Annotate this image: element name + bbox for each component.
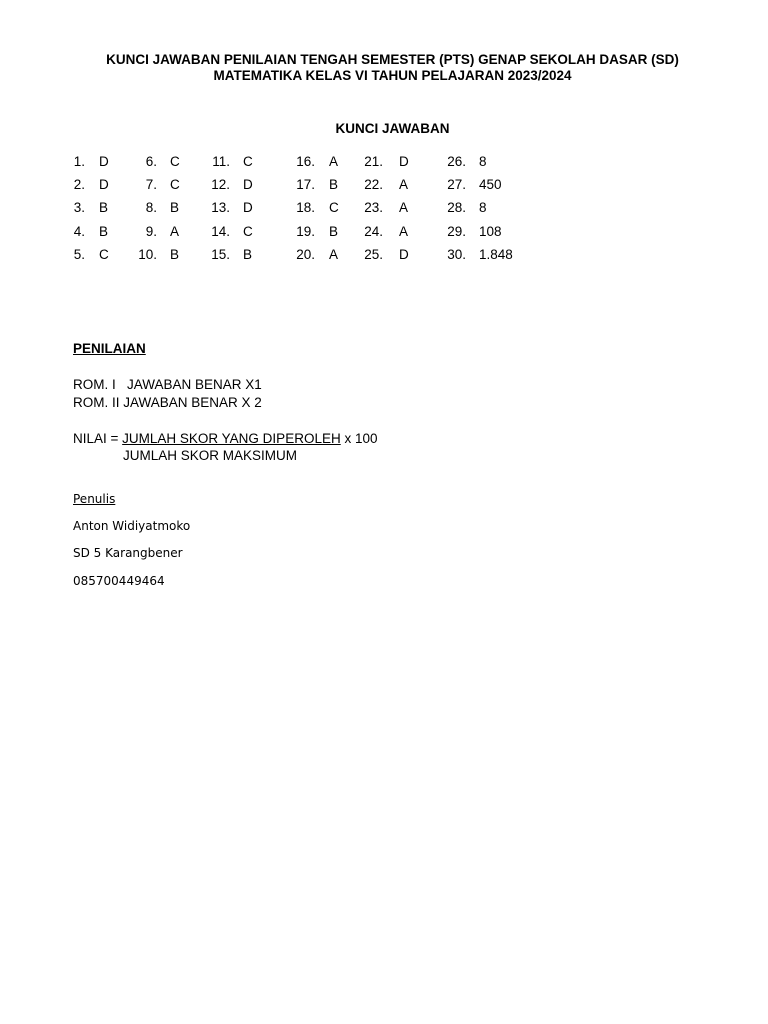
answer-value: C xyxy=(243,154,253,169)
answer-row xyxy=(0,154,768,177)
answer-value: C xyxy=(243,223,253,239)
answer-value: A xyxy=(399,200,409,216)
author-school: SD 5 Karangbener xyxy=(73,546,183,560)
answer-number: 18. xyxy=(296,200,315,216)
answer-value: 108 xyxy=(479,223,502,239)
answer-number: 27. xyxy=(447,177,466,193)
answer-value: D xyxy=(243,177,253,193)
answer-value: 1.848 xyxy=(479,246,513,262)
answer-number: 19. xyxy=(296,223,315,239)
answer-number: 10. xyxy=(138,246,157,262)
answer-value: C xyxy=(170,177,180,193)
answer-value: C xyxy=(329,200,339,216)
answer-grid xyxy=(0,154,768,270)
answer-number: 24. xyxy=(364,223,383,239)
answer-value: B xyxy=(329,177,339,193)
answer-value: A xyxy=(170,223,180,239)
answer-number: 3. xyxy=(73,200,85,216)
answer-value: D xyxy=(99,154,109,169)
answer-number: 22. xyxy=(364,177,383,193)
answer-number: 20. xyxy=(296,246,315,262)
scoring-rom-2: ROM. II JAWABAN BENAR X 2 xyxy=(73,395,262,410)
answer-number: 25. xyxy=(364,246,383,262)
formula-prefix: NILAI = xyxy=(73,431,123,446)
answer-number: 13. xyxy=(211,200,230,216)
formula-numerator: JUMLAH SKOR YANG DIPEROLEH xyxy=(122,431,341,446)
answer-number: 26. xyxy=(447,154,466,169)
answer-number: 6. xyxy=(145,154,157,169)
answer-number: 21. xyxy=(364,154,383,169)
formula-line-1 xyxy=(73,430,378,447)
answer-row xyxy=(0,224,768,247)
answer-value: A xyxy=(399,177,409,193)
answer-value: D xyxy=(99,177,109,193)
answer-number: 5. xyxy=(73,246,85,262)
score-formula xyxy=(73,430,378,464)
answer-value: C xyxy=(170,154,180,169)
answer-value: D xyxy=(399,154,409,169)
answer-number: 15. xyxy=(211,246,230,262)
answer-value: D xyxy=(243,200,253,216)
answer-number: 7. xyxy=(145,177,157,193)
answer-number: 28. xyxy=(447,200,466,216)
answer-value: 450 xyxy=(479,177,502,193)
answer-number: 17. xyxy=(296,177,315,193)
formula-multiplier: x 100 xyxy=(340,431,378,446)
answer-value: A xyxy=(329,154,339,169)
answer-row xyxy=(0,200,768,223)
answer-number: 12. xyxy=(211,177,230,193)
answer-value: B xyxy=(170,246,180,262)
answer-number: 14. xyxy=(211,223,230,239)
formula-denominator: JUMLAH SKOR MAKSIMUM xyxy=(123,448,298,463)
answer-number: 16. xyxy=(296,154,315,169)
answer-value: 8 xyxy=(479,154,487,169)
answer-number: 2. xyxy=(73,177,85,193)
author-label: Penulis xyxy=(73,492,116,506)
answer-number: 4. xyxy=(73,223,85,239)
answer-value: B xyxy=(170,200,180,216)
answer-number: 1. xyxy=(73,154,85,169)
answer-value: C xyxy=(99,246,109,262)
answer-value: B xyxy=(243,246,253,262)
answer-number: 11. xyxy=(212,154,230,169)
answer-value: 8 xyxy=(479,200,487,216)
page-title xyxy=(60,52,725,84)
answer-number: 9. xyxy=(145,223,157,239)
answer-value: A xyxy=(329,246,339,262)
author-name: Anton Widiyatmoko xyxy=(73,519,191,533)
answer-number: 30. xyxy=(447,246,466,262)
answer-key-heading: KUNCI JAWABAN xyxy=(335,121,450,136)
answer-value: B xyxy=(99,223,109,239)
title-line-1: KUNCI JAWABAN PENILAIAN TENGAH SEMESTER (PTS) GENAP SEKOLAH DASAR (SD) xyxy=(106,52,679,67)
title-line-2: MATEMATIKA KELAS VI TAHUN PELAJARAN 2023/2024 xyxy=(213,68,572,83)
author-phone: 085700449464 xyxy=(73,574,165,588)
answer-value: B xyxy=(99,200,109,216)
answer-value: A xyxy=(399,223,409,239)
answer-number: 8. xyxy=(145,200,157,216)
scoring-heading: PENILAIAN xyxy=(73,341,146,356)
answer-number: 29. xyxy=(447,223,466,239)
answer-row xyxy=(0,247,768,270)
answer-value: D xyxy=(399,246,409,262)
answer-number: 23. xyxy=(364,200,383,216)
answer-value: B xyxy=(329,223,339,239)
answer-row xyxy=(0,177,768,200)
scoring-rom-1: ROM. I JAWABAN BENAR X1 xyxy=(73,377,262,392)
